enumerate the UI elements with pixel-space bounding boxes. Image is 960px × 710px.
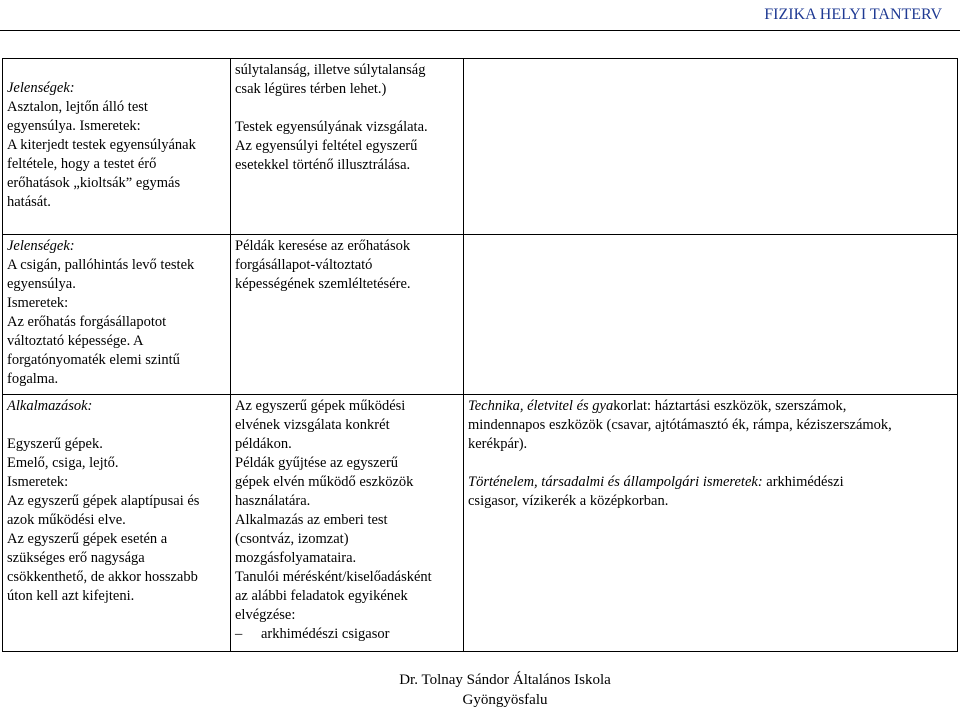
page-header-title: FIZIKA HELYI TANTERV [764, 6, 942, 23]
cell-text: mozgásfolyamataira. [235, 550, 357, 566]
cell-text: Egyszerű gépek. [7, 436, 103, 452]
cell-text: Az egyszerű gépek működési [235, 398, 406, 414]
cell-line [7, 256, 226, 275]
cell-line [7, 117, 226, 136]
cell-line [235, 156, 459, 175]
cell-text: hatását. [7, 194, 51, 210]
footer-school-name: Dr. Tolnay Sándor Általános Iskola [399, 672, 611, 688]
cell-text: feltétele, hogy a testet érő [7, 156, 157, 172]
cell-text: Testek egyensúlyának vizsgálata. [235, 119, 428, 135]
cell-line [7, 511, 226, 530]
cell-line [7, 435, 226, 454]
cell-line [468, 492, 953, 511]
cell-line [7, 193, 226, 212]
cell-text: Alkalmazások: [7, 398, 93, 414]
cell-line [235, 80, 459, 99]
cell-line [235, 492, 459, 511]
cell-line [7, 492, 226, 511]
cell-line [7, 351, 226, 370]
cell-text: elvégzése: [235, 607, 296, 623]
cell-text: egyensúlya. Ismeretek: [7, 118, 141, 134]
cell-line [7, 313, 226, 332]
table-cell-col1 [3, 395, 231, 652]
cell-line [235, 416, 459, 435]
cell-line [7, 473, 226, 492]
cell-line [235, 397, 459, 416]
cell-text: képességének szemléltetésére. [235, 276, 411, 292]
cell-line [7, 275, 226, 294]
cell-line [235, 606, 459, 625]
cell-text: esetekkel történő illusztrálása. [235, 157, 411, 173]
list-bullet: – [235, 626, 243, 642]
cell-line [235, 237, 459, 256]
cell-line [7, 237, 226, 256]
cell-line-part: csigasor, vízikerék a középkorban. [468, 493, 669, 509]
table-cell-col3 [464, 395, 958, 652]
cell-text: Az egyensúlyi feltétel egyszerű [235, 138, 418, 154]
cell-text: szükséges erő nagysága [7, 550, 145, 566]
cell-line [235, 435, 459, 454]
cell-line [468, 473, 953, 492]
cell-line [7, 332, 226, 351]
cell-line [235, 256, 459, 275]
cell-line [235, 530, 459, 549]
cell-line [468, 454, 953, 473]
cell-text: Az erőhatás forgásállapotot [7, 314, 167, 330]
cell-line [7, 587, 226, 606]
cell-text: Ismeretek: [7, 295, 69, 311]
cell-text: Ismeretek: [7, 474, 69, 490]
curriculum-table [2, 58, 958, 652]
cell-line [235, 587, 459, 606]
cell-line [235, 511, 459, 530]
table-cell-col2 [231, 59, 464, 235]
cell-text: Tanulói mérésként/kiselőadásként [235, 569, 432, 585]
cell-line [7, 549, 226, 568]
cell-text: súlytalanság, illetve súlytalanság [235, 62, 426, 78]
cell-line [235, 137, 459, 156]
cell-text: úton kell azt kifejteni. [7, 588, 135, 604]
cell-text: Az egyszerű gépek esetén a [7, 531, 168, 547]
cell-line [7, 568, 226, 587]
cell-line [235, 549, 459, 568]
cell-line [235, 275, 459, 294]
cell-line-part: kerékpár). [468, 436, 528, 452]
cell-line [235, 118, 459, 137]
cell-text: példákon. [235, 436, 292, 452]
cell-text: Asztalon, lejtőn álló test [7, 99, 148, 115]
cell-line [235, 568, 459, 587]
cell-line [468, 397, 953, 416]
table-cell-col3 [464, 235, 958, 395]
cell-line [7, 98, 226, 117]
cell-text: elvének vizsgálata konkrét [235, 417, 390, 433]
cell-line [468, 416, 953, 435]
cell-text: erőhatások „kioltsák” egymás [7, 175, 181, 191]
cell-text: az alábbi feladatok egyikének [235, 588, 408, 604]
cell-text: A kiterjedt testek egyensúlyának [7, 137, 196, 153]
cell-text: (csontváz, izomzat) [235, 531, 349, 547]
table-cell-col3 [464, 59, 958, 235]
cell-text: fogalma. [7, 371, 59, 387]
cell-text: forgásállapot-változtató [235, 257, 373, 273]
cell-line [7, 174, 226, 193]
cell-line [7, 155, 226, 174]
cell-text: Jelenségek: [7, 238, 75, 254]
cell-line [235, 61, 459, 80]
cell-line-part: Technika, életvitel és gya [468, 398, 614, 414]
cell-text: Jelenségek: [7, 80, 75, 96]
cell-text: Az egyszerű gépek alaptípusai és [7, 493, 200, 509]
cell-line [7, 416, 226, 435]
cell-text: Példák keresése az erőhatások [235, 238, 411, 254]
cell-line-part: arkhimédészi [762, 474, 844, 490]
cell-text: gépek elvén működő eszközök [235, 474, 414, 490]
cell-line [235, 473, 459, 492]
cell-line-part: Történelem, társadalmi és állampolgári ismeretek: [468, 474, 763, 490]
cell-line [235, 625, 459, 644]
cell-text: csökkenthető, de akkor hosszabb [7, 569, 198, 585]
cell-text: Alkalmazás az emberi test [235, 512, 388, 528]
cell-line [235, 454, 459, 473]
cell-line [7, 397, 226, 416]
cell-text: használatára. [235, 493, 311, 509]
table-row [3, 235, 958, 395]
cell-line-part: korlat: háztartási eszközök, szerszámok, [613, 398, 847, 414]
cell-text: arkhimédészi csigasor [261, 626, 390, 642]
cell-line [7, 136, 226, 155]
cell-line [7, 454, 226, 473]
footer [380, 670, 630, 710]
cell-line [7, 370, 226, 389]
footer-town: Gyöngyösfalu [462, 692, 548, 708]
cell-text: változtató képessége. A [7, 333, 144, 349]
cell-line-part: mindennapos eszközök (csavar, ajtótámasztó ék, rámpa, kéziszerszámok, [468, 417, 892, 433]
cell-text: egyensúlya. [7, 276, 76, 292]
cell-text: Emelő, csiga, lejtő. [7, 455, 119, 471]
table-cell-col1 [3, 235, 231, 395]
cell-text: A csigán, pallóhintás levő testek [7, 257, 195, 273]
table-cell-col2 [231, 235, 464, 395]
cell-text: csak légüres térben lehet.) [235, 81, 387, 97]
cell-line [235, 99, 459, 118]
cell-line [7, 294, 226, 313]
table-cell-col1 [3, 59, 231, 235]
cell-line [7, 79, 226, 98]
cell-line [468, 435, 953, 454]
table-cell-col2 [231, 395, 464, 652]
table-row [3, 59, 958, 235]
table-row [3, 395, 958, 652]
cell-text: azok működési elve. [7, 512, 126, 528]
cell-text: Példák gyűjtése az egyszerű [235, 455, 399, 471]
cell-text: forgatónyomaték elemi szintű [7, 352, 180, 368]
cell-line [7, 530, 226, 549]
